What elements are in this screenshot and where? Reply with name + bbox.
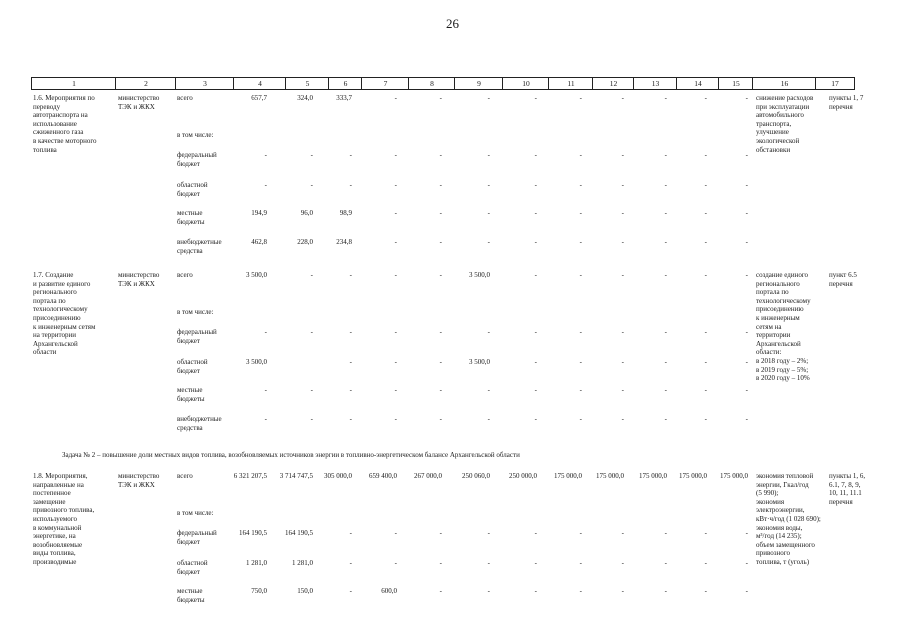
- funding-value: -: [621, 415, 624, 423]
- funding-value: -: [439, 94, 442, 102]
- task-2-heading: Задача № 2 – повышение доли местных видов топлива, возобновляемых источников энергии в топливно-энергетическом балансе Архангельской области: [62, 451, 520, 459]
- activity-result: создание единого регионального портала по технологическому присоединению к инженерным сетям на территории Архангельской области: в 2018 году – 2%; в 2019 году – 5%; в 2020 году – 10%: [756, 271, 811, 383]
- funding-value: -: [704, 415, 707, 423]
- funding-source-label: всего: [177, 94, 193, 102]
- header-divider: [454, 78, 455, 89]
- funding-value: -: [745, 559, 748, 567]
- funding-value: -: [534, 209, 537, 217]
- funding-value: -: [621, 151, 624, 159]
- funding-value: 3 500,0: [469, 358, 490, 366]
- funding-source-label: местные бюджеты: [177, 386, 205, 403]
- header-col-11: 11: [567, 79, 575, 88]
- funding-value: 659 400,0: [369, 472, 397, 480]
- funding-value: -: [704, 94, 707, 102]
- funding-value: 6 321 207,5: [233, 472, 267, 480]
- funding-value: -: [664, 587, 667, 595]
- header-col-12: 12: [609, 79, 618, 88]
- funding-value: -: [310, 328, 313, 336]
- activity-result: снижение расходов при эксплуатации автомобильного транспорта, улучшение экологической обстановки: [756, 94, 814, 154]
- funding-value: -: [487, 559, 490, 567]
- header-col-15: 15: [732, 79, 740, 88]
- funding-source-label: местные бюджеты: [177, 587, 205, 604]
- funding-value: -: [487, 415, 490, 423]
- funding-value: -: [621, 328, 624, 336]
- header-col-1: 1: [72, 79, 76, 88]
- funding-value: 175 000,0: [679, 472, 707, 480]
- funding-value: -: [487, 529, 490, 537]
- funding-value: -: [439, 529, 442, 537]
- funding-value: -: [534, 358, 537, 366]
- funding-value: 3 500,0: [246, 358, 267, 366]
- funding-value: -: [439, 415, 442, 423]
- funding-value: -: [349, 386, 352, 394]
- funding-value: -: [621, 238, 624, 246]
- funding-value: -: [664, 151, 667, 159]
- funding-value: 1 281,0: [292, 559, 313, 567]
- funding-value: -: [439, 271, 442, 279]
- funding-value: -: [349, 358, 352, 366]
- funding-value: -: [664, 271, 667, 279]
- funding-value: -: [534, 238, 537, 246]
- funding-value: -: [487, 238, 490, 246]
- funding-value: -: [745, 587, 748, 595]
- funding-value: -: [704, 238, 707, 246]
- funding-value: -: [621, 94, 624, 102]
- funding-value: -: [704, 529, 707, 537]
- funding-value: -: [745, 238, 748, 246]
- funding-source-label: федеральный бюджет: [177, 529, 217, 546]
- funding-value: -: [310, 386, 313, 394]
- funding-value: -: [394, 151, 397, 159]
- funding-value: -: [664, 181, 667, 189]
- funding-source-label: всего: [177, 472, 193, 480]
- funding-value: -: [439, 559, 442, 567]
- funding-value: -: [621, 529, 624, 537]
- funding-value: -: [349, 151, 352, 159]
- funding-value: -: [439, 209, 442, 217]
- funding-value: -: [579, 559, 582, 567]
- funding-value: -: [534, 415, 537, 423]
- activity-name: 1.8. Мероприятия, направленные на постепенное замещение привозного топлива, используемого в коммунальной энергетике, на возобновляемые виды топлива, производимые: [33, 472, 95, 566]
- funding-value: 150,0: [297, 587, 313, 595]
- funding-value: -: [534, 328, 537, 336]
- funding-value: -: [704, 559, 707, 567]
- funding-value: -: [745, 415, 748, 423]
- funding-value: -: [579, 386, 582, 394]
- funding-value: -: [534, 94, 537, 102]
- funding-value: -: [745, 209, 748, 217]
- funding-value: -: [579, 238, 582, 246]
- funding-value: -: [745, 358, 748, 366]
- funding-value: -: [264, 151, 267, 159]
- funding-value: -: [394, 209, 397, 217]
- funding-value: -: [534, 529, 537, 537]
- activity-executor: министерство ТЭК и ЖКХ: [118, 94, 160, 111]
- funding-value: -: [704, 151, 707, 159]
- funding-value: -: [487, 151, 490, 159]
- funding-value: -: [579, 328, 582, 336]
- funding-value: -: [349, 181, 352, 189]
- header-divider: [676, 78, 677, 89]
- funding-value: 175 000,0: [554, 472, 582, 480]
- funding-value: 234,8: [336, 238, 352, 246]
- funding-value: 250 060,0: [462, 472, 490, 480]
- funding-value: 175 000,0: [596, 472, 624, 480]
- header-col-6: 6: [343, 79, 348, 88]
- funding-value: -: [534, 151, 537, 159]
- funding-value: -: [579, 209, 582, 217]
- funding-value: -: [745, 328, 748, 336]
- funding-value: -: [487, 587, 490, 595]
- header-col-14: 14: [694, 79, 702, 88]
- funding-value: 657,7: [251, 94, 267, 102]
- table-header-row: [31, 77, 855, 90]
- funding-source-label: в том числе:: [177, 509, 214, 517]
- funding-value: -: [664, 209, 667, 217]
- header-divider: [361, 78, 362, 89]
- funding-source-label: областной бюджет: [177, 358, 208, 375]
- funding-value: -: [394, 358, 397, 366]
- funding-value: -: [664, 358, 667, 366]
- funding-value: -: [439, 151, 442, 159]
- funding-value: -: [487, 181, 490, 189]
- funding-value: -: [394, 181, 397, 189]
- header-divider: [502, 78, 503, 89]
- funding-value: -: [664, 386, 667, 394]
- funding-value: -: [534, 386, 537, 394]
- funding-value: -: [579, 587, 582, 595]
- funding-value: -: [664, 529, 667, 537]
- funding-value: -: [394, 386, 397, 394]
- funding-value: 324,0: [297, 94, 313, 102]
- funding-value: 1 281,0: [246, 559, 267, 567]
- funding-value: -: [745, 94, 748, 102]
- header-divider: [408, 78, 409, 89]
- funding-source-label: в том числе:: [177, 308, 214, 316]
- activity-name: 1.6. Мероприятия по переводу автотранспорта на использование сжиженного газа в качестве моторного топлива: [33, 94, 97, 154]
- funding-value: -: [745, 181, 748, 189]
- header-divider: [115, 78, 116, 89]
- page-number: 26: [446, 16, 459, 31]
- activity-executor: министерство ТЭК и ЖКХ: [118, 472, 160, 489]
- funding-value: 267 000,0: [414, 472, 442, 480]
- header-divider: [633, 78, 634, 89]
- funding-value: -: [621, 209, 624, 217]
- header-col-3: 3: [203, 79, 207, 88]
- funding-value: -: [621, 358, 624, 366]
- funding-value: -: [534, 559, 537, 567]
- funding-value: 98,9: [339, 209, 352, 217]
- funding-source-label: внебюджетные средства: [177, 238, 222, 255]
- funding-value: -: [704, 386, 707, 394]
- funding-value: -: [579, 94, 582, 102]
- funding-value: 175 000,0: [720, 472, 748, 480]
- funding-source-label: федеральный бюджет: [177, 328, 217, 345]
- funding-value: 600,0: [381, 587, 397, 595]
- funding-value: -: [579, 271, 582, 279]
- funding-source-label: федеральный бюджет: [177, 151, 217, 168]
- funding-value: -: [534, 587, 537, 595]
- funding-value: -: [621, 271, 624, 279]
- funding-source-label: областной бюджет: [177, 181, 208, 198]
- funding-value: -: [621, 386, 624, 394]
- header-col-9: 9: [477, 79, 481, 88]
- funding-value: -: [439, 358, 442, 366]
- funding-value: -: [579, 358, 582, 366]
- header-divider: [718, 78, 719, 89]
- header-col-16: 16: [780, 79, 789, 88]
- header-divider: [233, 78, 234, 89]
- funding-value: 175 000,0: [639, 472, 667, 480]
- funding-value: -: [621, 587, 624, 595]
- funding-value: -: [349, 559, 352, 567]
- funding-value: 462,8: [251, 238, 267, 246]
- header-col-10: 10: [522, 79, 530, 88]
- funding-value: 228,0: [297, 238, 313, 246]
- funding-value: -: [394, 271, 397, 279]
- funding-value: 333,7: [336, 94, 352, 102]
- funding-value: 3 500,0: [469, 271, 490, 279]
- funding-value: -: [534, 271, 537, 279]
- funding-value: -: [704, 209, 707, 217]
- funding-value: -: [487, 386, 490, 394]
- funding-value: -: [534, 181, 537, 189]
- funding-value: -: [394, 529, 397, 537]
- funding-value: -: [349, 529, 352, 537]
- header-col-13: 13: [651, 79, 660, 88]
- funding-value: -: [439, 587, 442, 595]
- funding-value: 250 000,0: [509, 472, 537, 480]
- funding-value: -: [745, 151, 748, 159]
- funding-value: -: [664, 559, 667, 567]
- funding-value: -: [349, 328, 352, 336]
- funding-value: -: [745, 529, 748, 537]
- funding-source-label: местные бюджеты: [177, 209, 205, 226]
- funding-value: -: [579, 415, 582, 423]
- activity-links: пункт 6.5 перечня: [829, 271, 857, 288]
- funding-value: 96,0: [300, 209, 313, 217]
- funding-value: -: [439, 238, 442, 246]
- funding-value: -: [394, 94, 397, 102]
- funding-value: -: [394, 238, 397, 246]
- funding-value: -: [621, 559, 624, 567]
- header-divider: [815, 78, 816, 89]
- funding-value: -: [439, 328, 442, 336]
- activity-executor: министерство ТЭК и ЖКХ: [118, 271, 160, 288]
- funding-value: -: [664, 238, 667, 246]
- funding-value: -: [579, 181, 582, 189]
- funding-value: -: [264, 328, 267, 336]
- header-divider: [548, 78, 549, 89]
- funding-value: -: [664, 415, 667, 423]
- funding-source-label: внебюджетные средства: [177, 415, 222, 432]
- funding-value: -: [394, 415, 397, 423]
- funding-value: -: [310, 271, 313, 279]
- funding-value: 164 190,5: [285, 529, 313, 537]
- funding-value: -: [394, 328, 397, 336]
- funding-value: -: [394, 559, 397, 567]
- activity-links: пункты 1, 6, 6.1, 7, 8, 9, 10, 11, 11.1 перечня: [829, 472, 866, 506]
- funding-value: -: [349, 271, 352, 279]
- funding-value: 750,0: [251, 587, 267, 595]
- funding-value: 194,9: [251, 209, 267, 217]
- funding-value: -: [264, 415, 267, 423]
- funding-value: -: [704, 587, 707, 595]
- header-col-2: 2: [144, 79, 148, 88]
- funding-source-label: в том числе:: [177, 131, 214, 139]
- funding-value: -: [664, 94, 667, 102]
- funding-value: -: [439, 181, 442, 189]
- funding-value: -: [579, 151, 582, 159]
- funding-value: -: [310, 415, 313, 423]
- funding-value: -: [264, 181, 267, 189]
- activity-links: пункты 1, 7 перечня: [829, 94, 864, 111]
- funding-value: -: [349, 587, 352, 595]
- funding-value: -: [349, 415, 352, 423]
- header-divider: [592, 78, 593, 89]
- header-col-7: 7: [383, 79, 388, 88]
- header-col-17: 17: [831, 79, 839, 88]
- funding-value: -: [487, 94, 490, 102]
- funding-value: -: [310, 151, 313, 159]
- header-col-8: 8: [430, 79, 434, 88]
- funding-value: -: [439, 386, 442, 394]
- funding-value: 3 714 747,5: [279, 472, 313, 480]
- funding-value: 3 500,0: [246, 271, 267, 279]
- funding-value: -: [310, 181, 313, 189]
- funding-value: -: [704, 181, 707, 189]
- funding-value: -: [579, 529, 582, 537]
- header-col-4: 4: [258, 79, 262, 88]
- header-divider: [285, 78, 286, 89]
- funding-value: -: [704, 358, 707, 366]
- funding-value: 164 190,5: [239, 529, 267, 537]
- funding-value: -: [487, 209, 490, 217]
- funding-value: -: [745, 386, 748, 394]
- header-col-5: 5: [305, 79, 310, 88]
- activity-name: 1.7. Создание и развитие единого регионального портала по технологическому присоединению к инженерным сетям на территории Архангельской области: [33, 271, 96, 357]
- funding-value: -: [704, 271, 707, 279]
- funding-value: -: [745, 271, 748, 279]
- funding-source-label: областной бюджет: [177, 559, 208, 576]
- header-divider: [175, 78, 176, 89]
- funding-value: -: [621, 181, 624, 189]
- activity-result: экономия тепловой энергии, Гкал/год (5 990); экономия электроэнергии, кВт·ч/год (1 028 690); экономия воды, м³/год (14 235); объем замещенного привозного топлива, т (уголь): [756, 472, 821, 566]
- header-divider: [328, 78, 329, 89]
- funding-value: -: [664, 328, 667, 336]
- funding-value: 305 000,0: [324, 472, 352, 480]
- funding-value: -: [264, 386, 267, 394]
- funding-value: -: [704, 328, 707, 336]
- header-divider: [752, 78, 753, 89]
- funding-value: -: [487, 328, 490, 336]
- funding-source-label: всего: [177, 271, 193, 279]
